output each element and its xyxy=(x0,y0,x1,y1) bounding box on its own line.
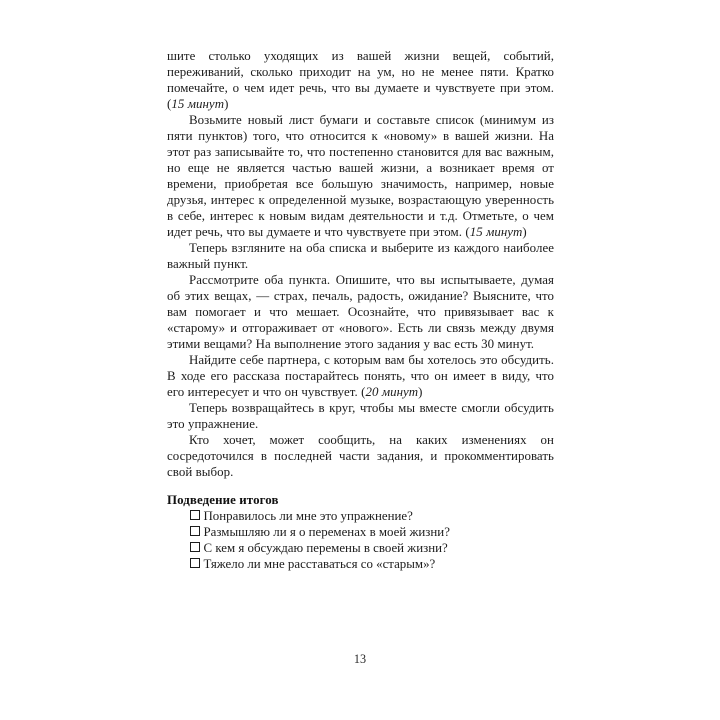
text-run: Теперь возвращайтесь в круг, чтобы мы вместе смогли обсудить это упражнение. xyxy=(167,401,554,431)
checklist-item-label: Тяжело ли мне расставаться со «старым»? xyxy=(203,557,436,572)
checklist-item-label: С кем я обсуждаю перемены в своей жизни? xyxy=(203,541,448,556)
paragraph-p3-choose-item xyxy=(167,240,554,272)
text-run: шите столько уходящих из вашей жизни вещей, событий, переживаний, сколько приходит на ум, но не менее пяти. Кратко помечайте, о чем идет речь, что вы думаете и чувствуете при этом. ( xyxy=(167,49,554,111)
paragraph-p2-new-list xyxy=(167,112,554,240)
text-run: Рассмотрите оба пункта. Опишите, что вы испытываете, думая об этих вещах, — страх, печаль, радость, ожидание? Выясните, что вам помогает и что мешает. Осознайте, что привязывает вас к «старому» и отгораживает от «нового». Есть ли связь между двумя этими вещами? На выполнение этого задания у вас есть 30 минут. xyxy=(167,273,554,351)
text-run: ) xyxy=(224,97,229,111)
duration-annotation: 20 минут xyxy=(365,385,419,399)
text-run: ) xyxy=(418,385,423,399)
checklist-item-label: Размышляю ли я о переменах в моей жизни? xyxy=(203,525,450,540)
text-run: Возьмите новый лист бумаги и составьте список (минимум из пяти пунктов) того, что относится к «новому» в вашей жизни. На этот раз записывайте то, что постепенно становится для вас важным, но еще не является частью вашей жизни, а возникает время от времени, приобретая все большую значимость, например, новые друзья, интерес к определенной музыке, возрастающую уверенность в себе, интерес к новым видам деятельности и т.д. Отметьте, о чем идет речь, что вы думаете и что чувствуете при этом. ( xyxy=(167,113,554,239)
checkbox-icon xyxy=(190,558,200,568)
checklist-item xyxy=(190,524,554,540)
text-run: Кто хочет, может сообщить, на каких изменениях он сосредоточился в последней части задания, и прокомментировать свой выбор. xyxy=(167,433,554,479)
checkbox-icon xyxy=(190,510,200,520)
summary-checklist xyxy=(167,508,554,572)
paragraph-p6-return-to-circle xyxy=(167,400,554,432)
checklist-item xyxy=(190,540,554,556)
checkbox-icon xyxy=(190,526,200,536)
section-spacer xyxy=(167,480,554,492)
paragraph-p4-examine-items xyxy=(167,272,554,352)
checklist-item xyxy=(190,556,554,572)
text-run: ) xyxy=(522,225,527,239)
text-run: Найдите себе партнера, с которым вам бы хотелось это обсудить. В ходе его рассказа постарайтесь понять, что он имеет в виду, что его интересует и что он чувствует. ( xyxy=(167,353,554,399)
paragraph-p1-continuation xyxy=(167,48,554,112)
body-paragraphs xyxy=(167,48,554,480)
checkbox-icon xyxy=(190,542,200,552)
summary-section-heading: Подведение итогов xyxy=(167,493,279,507)
paragraph-p7-share-changes xyxy=(167,432,554,480)
page-text-column xyxy=(167,48,554,572)
paragraph-p5-find-partner xyxy=(167,352,554,400)
duration-annotation: 15 минут xyxy=(171,97,225,111)
text-run: Теперь взгляните на оба списка и выберите из каждого наиболее важный пункт. xyxy=(167,241,554,271)
duration-annotation: 15 минут xyxy=(469,225,523,239)
checklist-item-label: Понравилось ли мне это упражнение? xyxy=(203,509,413,523)
checklist-item xyxy=(190,508,554,524)
page-number-folio: 13 xyxy=(353,652,367,666)
